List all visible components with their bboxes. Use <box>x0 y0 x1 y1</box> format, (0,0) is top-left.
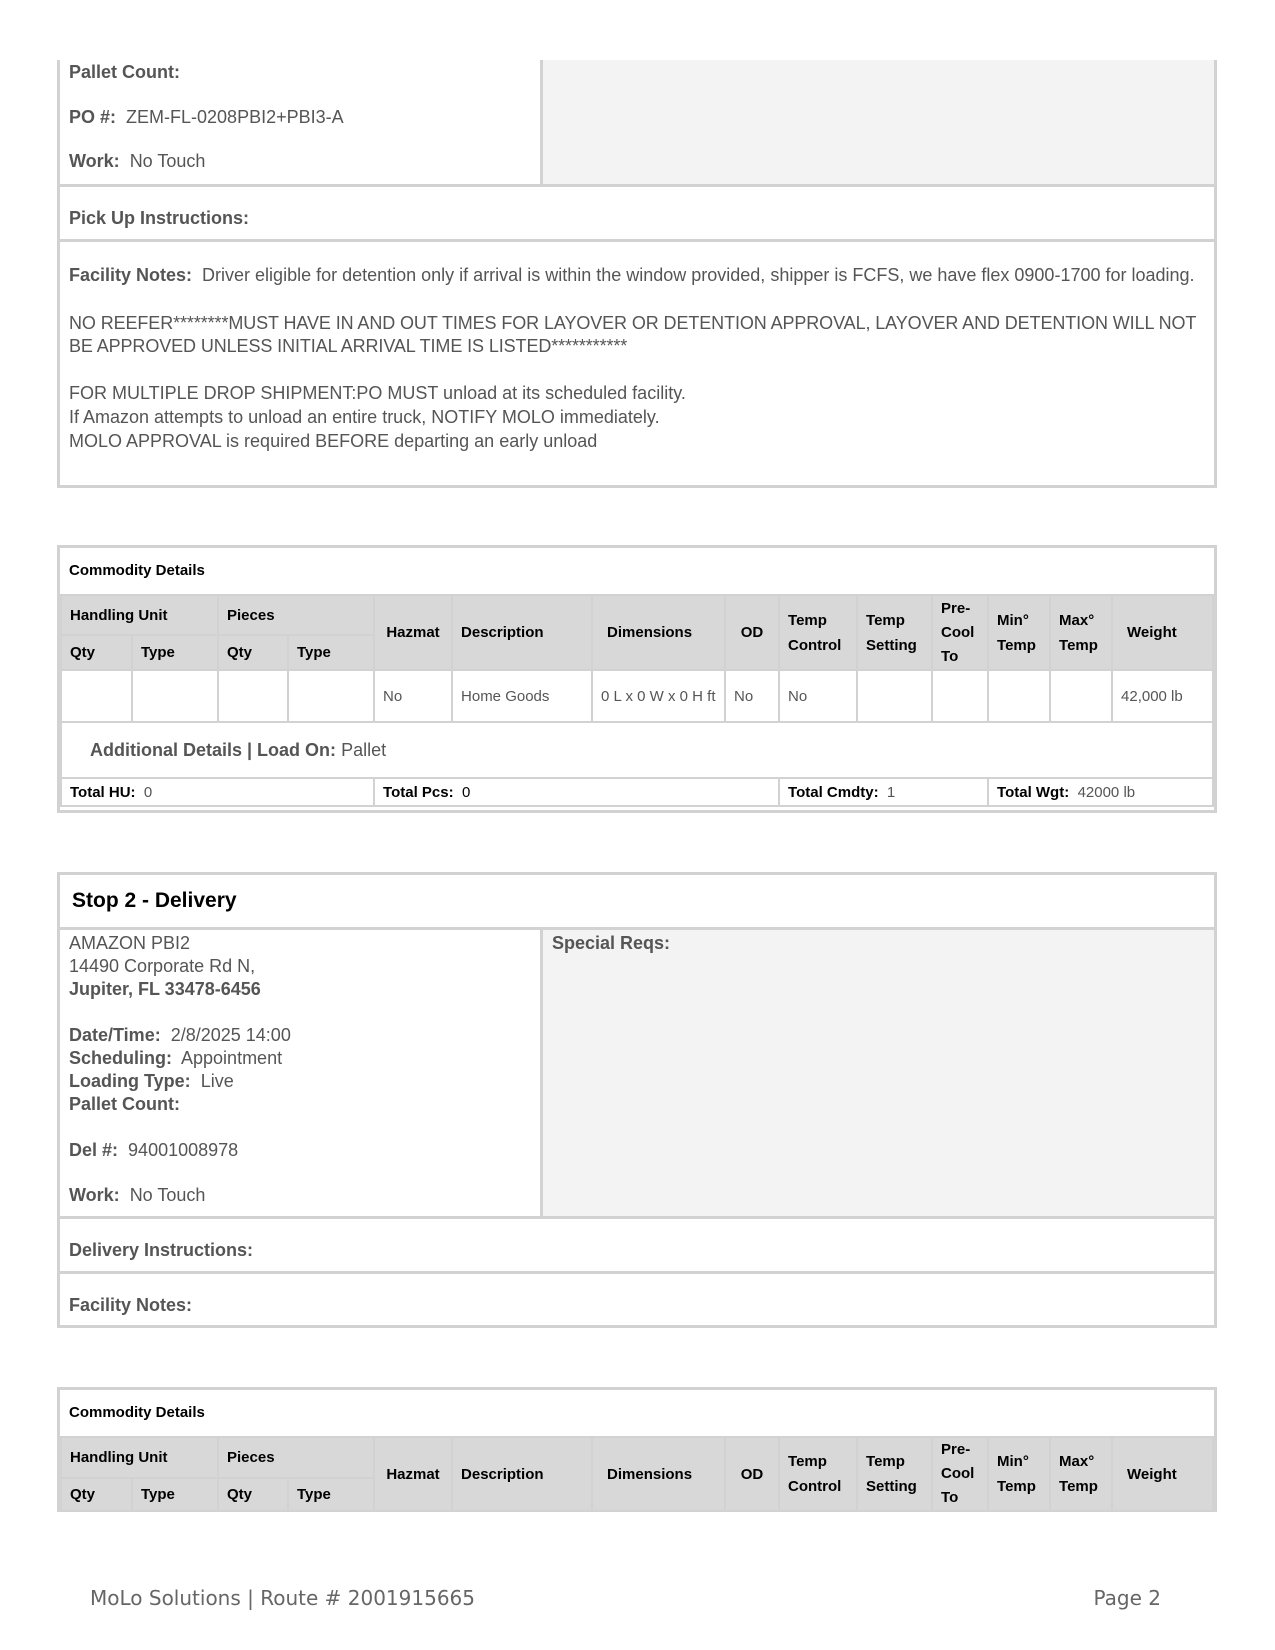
precool-cell <box>932 670 988 722</box>
max-temp-cell <box>1050 670 1112 722</box>
temp-control-header: Temp Control <box>779 595 857 670</box>
stop2-facility-notes-label: Facility Notes: <box>69 1295 193 1315</box>
pieces-header: Pieces <box>218 595 374 635</box>
loading-type-label: Loading Type: <box>69 1071 191 1091</box>
hazmat-cell: No <box>374 670 452 722</box>
footer-page-number: Page 2 <box>1093 1586 1161 1610</box>
weight-header: Weight <box>1112 1437 1213 1511</box>
temp-setting-header: Temp Setting <box>857 595 932 670</box>
handling-unit-header: Handling Unit <box>61 595 218 635</box>
facility-notes-line4: If Amazon attempts to unload an entire truck, NOTIFY MOLO immediately. <box>69 407 660 427</box>
hu-type-header: Type <box>132 635 218 670</box>
del-label: Del #: <box>69 1140 119 1160</box>
temp-control-header: Temp Control <box>779 1437 857 1511</box>
pcs-type-cell <box>288 670 374 722</box>
stop2-pallet-count-label: Pallet Count: <box>69 1094 180 1114</box>
hu-qty-header: Qty <box>61 635 132 670</box>
temp-setting-cell <box>857 670 932 722</box>
total-pcs <box>374 778 779 806</box>
precool-header: Pre- Cool To <box>932 1437 988 1511</box>
description-cell: Home Goods <box>452 670 592 722</box>
scheduling-value: Appointment <box>181 1048 283 1068</box>
description-header: Description <box>452 595 592 670</box>
additional-details-label: Additional Details | Load On: <box>90 739 337 760</box>
stop2-city-state-zip: Jupiter, FL 33478-6456 <box>69 979 261 999</box>
stop1-special-reqs-panel <box>543 60 1214 184</box>
total-cmdty-label: Total Cmdty: <box>788 783 879 801</box>
total-pcs-value: 0 <box>461 783 471 801</box>
facility-notes-value: Driver eligible for detention only if arrival is within the window provided, shipper is FCFS, we have flex 0900-1700 for loading. <box>202 265 1195 285</box>
commodity-table-1 <box>60 594 1214 807</box>
special-reqs-label: Special Reqs: <box>552 933 671 953</box>
facility-notes-line5: MOLO APPROVAL is required BEFORE departing an early unload <box>69 431 598 451</box>
total-wgt-label: Total Wgt: <box>997 783 1070 801</box>
pcs-qty-cell <box>218 670 288 722</box>
hazmat-header: Hazmat <box>374 595 452 670</box>
facility-notes-line3: FOR MULTIPLE DROP SHIPMENT:PO MUST unload at its scheduled facility. <box>69 383 686 403</box>
scheduling-label: Scheduling: <box>69 1048 172 1068</box>
od-cell: No <box>725 670 779 722</box>
stop2-box <box>57 872 1217 1328</box>
weight-header: Weight <box>1112 595 1213 670</box>
stop2-facility-notes-row <box>60 1271 1214 1325</box>
footer-route: MoLo Solutions | Route # 2001915665 <box>90 1586 475 1610</box>
min-temp-header: Min° Temp <box>988 595 1050 670</box>
stop2-facility-name: AMAZON PBI2 <box>69 933 191 953</box>
od-header: OD <box>725 1437 779 1511</box>
total-hu-label: Total HU: <box>70 783 136 801</box>
min-temp-header: Min° Temp <box>988 1437 1050 1511</box>
total-cmdty-value: 1 <box>886 783 896 801</box>
stop2-address-panel <box>60 930 543 1216</box>
stop1-details-row <box>60 60 1214 184</box>
po-value: ZEM-FL-0208PBI2+PBI3-A <box>126 107 344 127</box>
stop2-street: 14490 Corporate Rd N, <box>69 956 256 976</box>
datetime-label: Date/Time: <box>69 1025 161 1045</box>
stop2-work-label: Work: <box>69 1185 120 1205</box>
hu-qty-header: Qty <box>61 1478 132 1511</box>
handling-unit-header: Handling Unit <box>61 1437 218 1478</box>
dimensions-header: Dimensions <box>592 1437 725 1511</box>
po-label: PO #: <box>69 107 117 127</box>
facility-notes-label: Facility Notes: <box>69 265 193 285</box>
load-on-value: Pallet <box>341 739 387 760</box>
pickup-instructions-label: Pick Up Instructions: <box>69 208 250 228</box>
hu-qty-cell <box>61 670 132 722</box>
pickup-instructions-row <box>60 184 1214 239</box>
datetime-value: 2/8/2025 14:00 <box>170 1025 291 1045</box>
pcs-type-header: Type <box>288 635 374 670</box>
delivery-instructions-label: Delivery Instructions: <box>69 1240 254 1260</box>
stop2-details-row <box>60 927 1214 1216</box>
max-temp-header: Max° Temp <box>1050 1437 1112 1511</box>
weight-cell: 42,000 lb <box>1112 670 1213 722</box>
min-temp-cell <box>988 670 1050 722</box>
max-temp-header: Max° Temp <box>1050 595 1112 670</box>
special-reqs-panel <box>543 930 1214 1216</box>
dimensions-header: Dimensions <box>592 595 725 670</box>
stop2-work-value: No Touch <box>129 1185 206 1205</box>
od-header: OD <box>725 595 779 670</box>
stop1-continued-box <box>57 60 1217 488</box>
commodity-row <box>61 670 1213 722</box>
dimensions-cell: 0 L x 0 W x 0 H ft <box>592 670 725 722</box>
additional-details <box>61 722 1213 778</box>
pcs-qty-header: Qty <box>218 1478 288 1511</box>
pcs-qty-header: Qty <box>218 635 288 670</box>
total-pcs-label: Total Pcs: <box>383 783 454 801</box>
total-wgt <box>988 778 1213 806</box>
delivery-instructions-row <box>60 1216 1214 1271</box>
total-hu-value: 0 <box>143 783 153 801</box>
commodity-details-2 <box>57 1387 1217 1512</box>
commodity-details-1 <box>57 545 1217 813</box>
total-hu <box>61 778 374 806</box>
stop1-details-left <box>60 60 543 184</box>
temp-control-cell: No <box>779 670 857 722</box>
total-cmdty <box>779 778 988 806</box>
temp-setting-header: Temp Setting <box>857 1437 932 1511</box>
pallet-count-label: Pallet Count: <box>69 62 180 82</box>
work-label: Work: <box>69 151 120 171</box>
facility-notes-para2: NO REEFER********MUST HAVE IN AND OUT TIMES FOR LAYOVER OR DETENTION APPROVAL, LAYOVER AND DETENTION WILL NOT BE APPROVED UNLESS INITIAL ARRIVAL TIME IS LISTED*********** <box>69 313 1197 356</box>
pcs-type-header: Type <box>288 1478 374 1511</box>
commodity-title-1: Commodity Details <box>69 562 205 579</box>
precool-header: Pre- Cool To <box>932 595 988 670</box>
hu-type-header: Type <box>132 1478 218 1511</box>
stop2-title: Stop 2 - Delivery <box>72 889 237 912</box>
hu-type-cell <box>132 670 218 722</box>
description-header: Description <box>452 1437 592 1511</box>
hazmat-header: Hazmat <box>374 1437 452 1511</box>
commodity-title-2: Commodity Details <box>69 1404 205 1421</box>
loading-type-value: Live <box>200 1071 234 1091</box>
commodity-table-2 <box>60 1436 1214 1512</box>
total-wgt-value: 42000 lb <box>1077 783 1136 801</box>
work-value: No Touch <box>129 151 206 171</box>
pieces-header: Pieces <box>218 1437 374 1478</box>
facility-notes-row <box>60 239 1214 482</box>
del-value: 94001008978 <box>128 1140 239 1160</box>
